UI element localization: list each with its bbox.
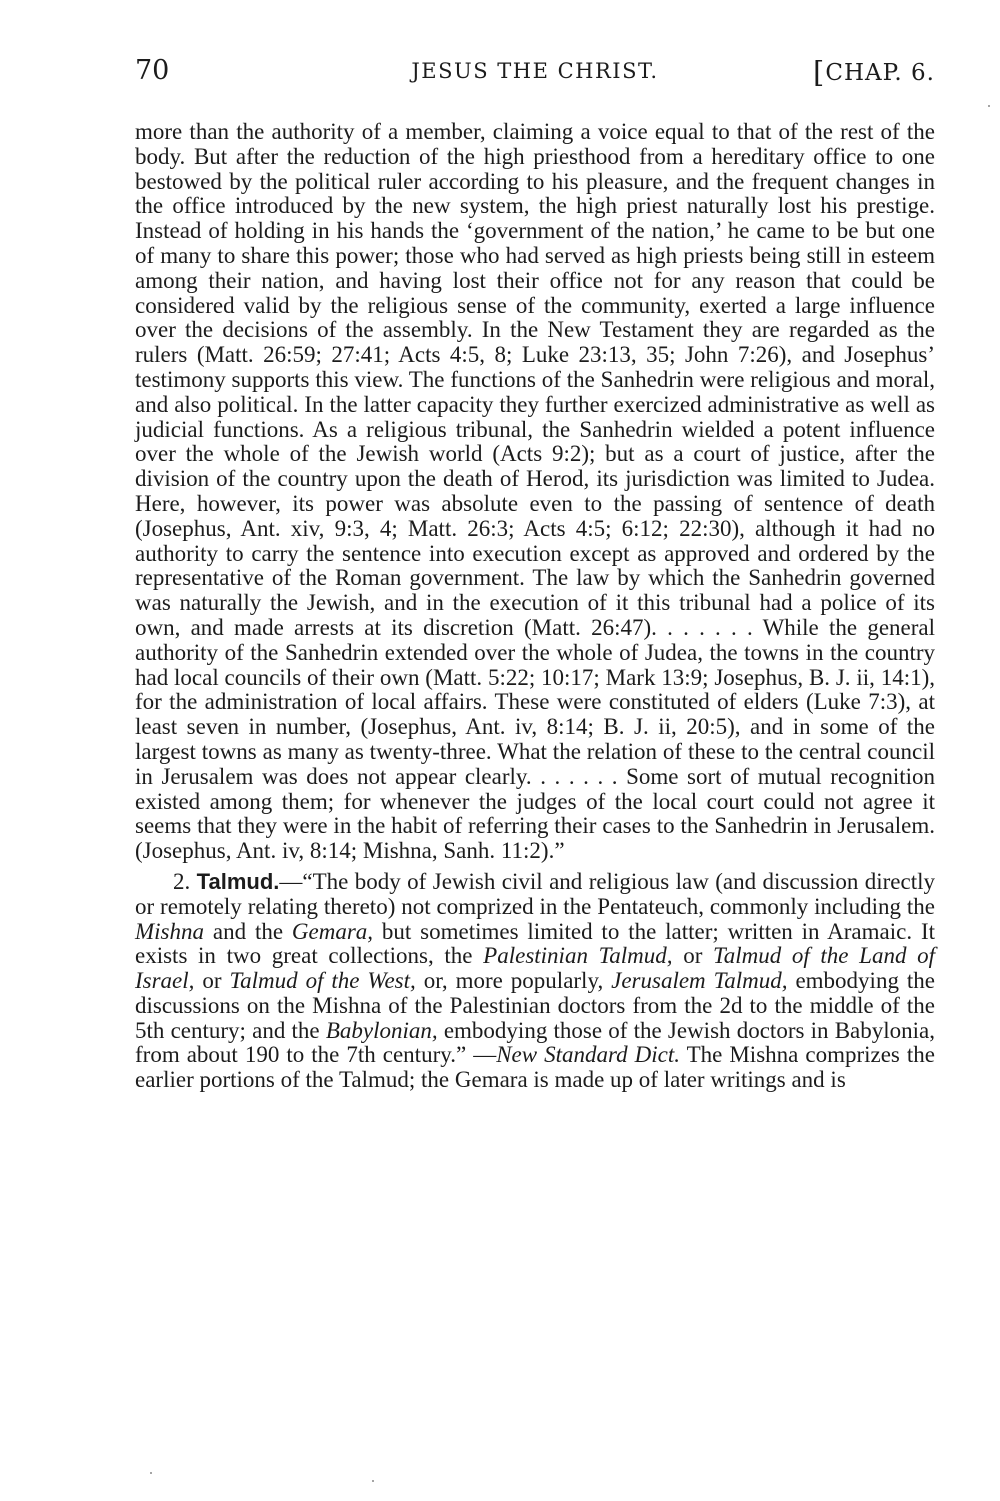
talmud-text-3: but sometimes limited to the latter; written in Aramaic. It exists in two great collections, the [135,918,935,969]
paragraph-sanhedrin: more than the authority of a member, claiming a voice equal to that of the rest of the body. But after the reduction of the high priesthood from a hereditary office to one bestowed by the political ruler according to his pleasure, and the frequent changes in the office introduced by the new system, the high priest naturally lost his prestige. Instead of holding in his hands the ‘government of the nation,’ he came to be but one of many to share this power; those who had served as high priests being still in esteem among their nation, and having lost their office not for any reason that could be considered valid by the religious sense of the community, exerted a large influence over the decisions of the assembly. In the New Testament they are regarded as the rulers (Matt. 26:59; 27:41; Acts 4:5, 8; Luke 23:13, 35; John 7:26), and Josephus’ testimony supports this view. The functions of the Sanhedrin were religious and moral, and also political. In the latter capacity they further exercized administrative as well as judicial functions. As a religious tribunal, the Sanhedrin wielded a potent influence over the whole of the Jewish world (Acts 9:2); but as a court of justice, after the division of the country upon the death of Herod, its jurisdiction was limited to Judea. Here, however, its power was absolute even to the passing of sentence of death (Josephus, Ant. xiv, 9:3, 4; Matt. 26:3; Acts 4:5; 6:12; 22:30), although it had no authority to carry the sentence into execution except as approved and ordered by the representative of the Roman government. The law by which the Sanhedrin governed was naturally the Jewish, and in the execution of it this tribunal had a police of its own, and made arrests at its discretion (Matt. 26:47). . . . . . . While the general authority of the Sanhedrin extended over the whole of Judea, the towns in the country had local councils of their own (Matt. 5:22; 10:17; Mark 13:9; Josephus, B. J. ii, 14:1), for the administration of local affairs. These were constituted of elders (Luke 7:3), at least seven in number, (Josephus, Ant. iv, 8:14; B. J. ii, 20:5), and in some of the largest towns as many as twenty-three. What the relation of these to the central council in Jerusalem was does not appear clearly. . . . . . . Some sort of mutual recognition existed among them; for whenever the judges of the local court could not agree it seems that they were in the habit of referring their cases to the Sanhedrin in Jerusalem. (Josephus, Ant. iv, 8:14; Mishna, Sanh. 11:2).” [135,119,935,864]
page-number: 70 [135,55,170,86]
scan-speck [150,1472,152,1474]
babylonian-term: Babylonian, [325,1017,438,1043]
chapter-bracket: [ [813,55,826,89]
page-header [135,55,935,95]
paragraph-number: 2. [173,868,191,894]
chapter-label: CHAP. 6. [825,60,935,86]
talmud-land-israel-term: Talmud of the Land of Israel, [135,943,935,994]
talmud-text-8: embodying those of the Jewish doctors in Babylonia, from about 190 to the 7th century.” — [135,1017,935,1068]
scan-speck [988,105,990,107]
term-heading: Talmud. [196,868,280,894]
chapter-reference [813,55,935,89]
running-title: JESUS THE CHRIST. [411,59,659,83]
talmud-text-9: The Mishna comprizes the earlier portions of the Talmud; the Gemara is made up of later writings and is [135,1042,935,1093]
talmud-text-6: or, more popularly, [415,968,612,994]
jerusalem-talmud-term: Jerusalem Talmud, [611,968,788,994]
source-citation: New Standard Dict. [496,1042,680,1068]
talmud-text-2: and the [204,918,292,944]
talmud-west-term: Talmud of the West, [229,968,416,994]
talmud-text-1: —“The body of Jewish civil and religious law (and discussion directly or remotely relating thereto) not comprized in the Pentateuch, commonly including the [135,868,935,919]
scan-speck [372,1480,374,1482]
mishna-term: Mishna [135,918,204,944]
palestinian-talmud-term: Palestinian Talmud, [483,943,673,969]
talmud-text-7: embodying the discussions on the Mishna of the Palestinian doctors from the 2d to the middle of the 5th century; and the [135,968,935,1043]
talmud-text-5: or [194,968,230,994]
body-text [135,120,935,1093]
gemara-term: Gemara, [291,918,374,944]
paragraph-talmud [135,870,935,1093]
talmud-text-4: or [672,943,714,969]
